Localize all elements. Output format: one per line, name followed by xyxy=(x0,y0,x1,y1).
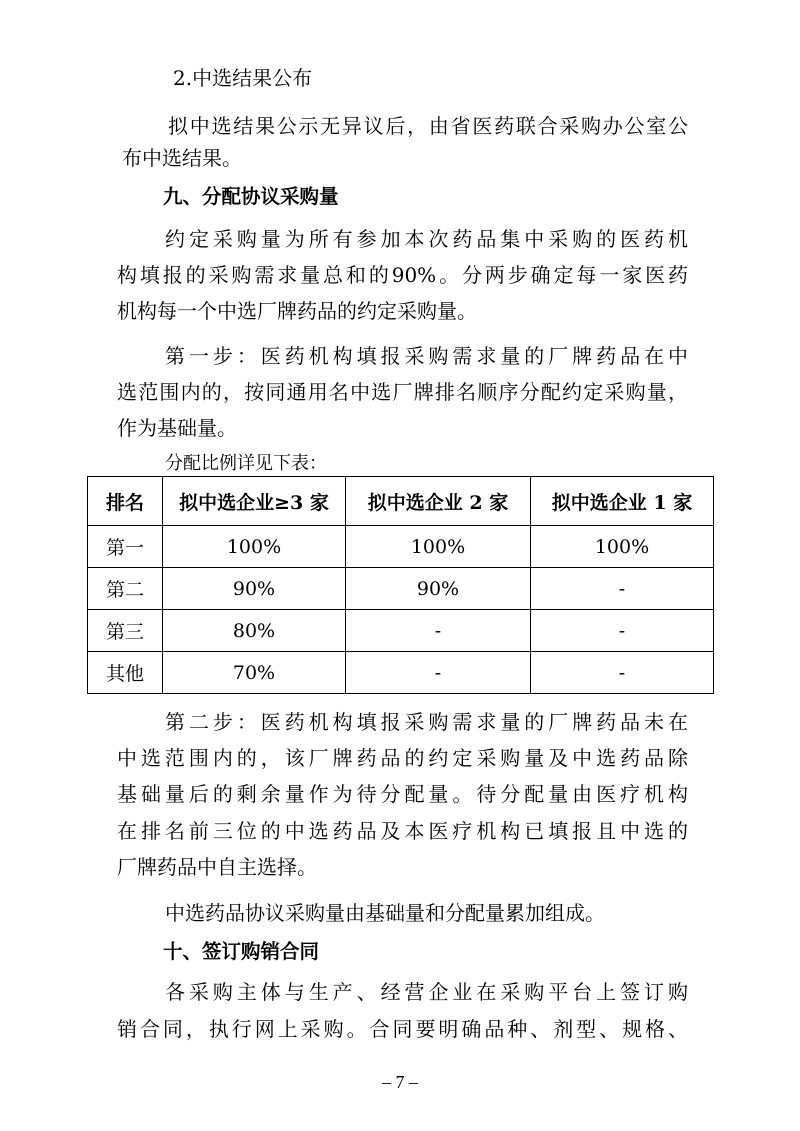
paragraph-line: 选范围内的，按同通用名中选厂牌排名顺序分配约定采购量， xyxy=(117,380,688,404)
paragraph-line: 中选药品协议采购量由基础量和分配量累加组成。 xyxy=(165,901,605,925)
paragraph-line: 作为基础量。 xyxy=(117,416,237,440)
cell: 100% xyxy=(163,526,346,568)
cell: 70% xyxy=(163,652,346,694)
paragraph-line: 布中选结果。 xyxy=(122,146,242,170)
section-9-heading: 九、分配协议采购量 xyxy=(163,185,339,208)
header-3-plus: 拟中选企业≥3 家 xyxy=(163,477,346,526)
cell: 100% xyxy=(346,526,531,568)
paragraph-line: 各采购主体与生产、经营企业在采购平台上签订购 xyxy=(165,980,688,1004)
cell: - xyxy=(531,568,714,610)
cell: - xyxy=(346,652,531,694)
paragraph-line: 在排名前三位的中选药品及本医疗机构已填报且中选的 xyxy=(117,819,688,843)
cell-rank: 第三 xyxy=(88,610,163,652)
table-row xyxy=(88,568,714,610)
cell: 80% xyxy=(163,610,346,652)
cell: 90% xyxy=(163,568,346,610)
cell: - xyxy=(531,610,714,652)
paragraph-line: 第二步：医药机构填报采购需求量的厂牌药品未在 xyxy=(165,710,688,734)
page-number: – 7 – xyxy=(382,1072,418,1092)
section-2-title: 2.中选结果公布 xyxy=(173,66,313,90)
cell: - xyxy=(346,610,531,652)
table-row xyxy=(88,652,714,694)
paragraph-line: 第一步：医药机构填报采购需求量的厂牌药品在中 xyxy=(165,344,688,368)
paragraph-line: 拟中选结果公示无异议后，由省医药联合采购办公室公 xyxy=(168,114,688,138)
table-header-row xyxy=(88,477,714,526)
cell-rank: 第二 xyxy=(88,568,163,610)
cell-rank: 第一 xyxy=(88,526,163,568)
table-row xyxy=(88,526,714,568)
cell-rank: 其他 xyxy=(88,652,163,694)
paragraph-line: 约定采购量为所有参加本次药品集中采购的医药机 xyxy=(165,227,688,251)
table-row xyxy=(88,610,714,652)
paragraph-line: 构填报的采购需求量总和的90%。分两步确定每一家医药 xyxy=(117,263,688,287)
cell: 100% xyxy=(531,526,714,568)
header-rank: 排名 xyxy=(88,477,163,526)
table-caption: 分配比例详见下表： xyxy=(165,453,327,474)
cell: 90% xyxy=(346,568,531,610)
section-10-heading: 十、签订购销合同 xyxy=(163,940,320,963)
paragraph-line: 基础量后的剩余量作为待分配量。待分配量由医疗机构 xyxy=(117,782,688,806)
distribution-ratio-table xyxy=(87,476,714,694)
paragraph-line: 机构每一个中选厂牌药品的约定采购量。 xyxy=(117,299,477,323)
paragraph-line: 销合同，执行网上采购。合同要明确品种、剂型、规格、 xyxy=(117,1017,688,1041)
paragraph-line: 厂牌药品中自主选择。 xyxy=(117,855,317,879)
header-2: 拟中选企业 2 家 xyxy=(346,477,531,526)
paragraph-line: 中选范围内的，该厂牌药品的约定采购量及中选药品除 xyxy=(117,746,688,770)
cell: - xyxy=(531,652,714,694)
header-1: 拟中选企业 1 家 xyxy=(531,477,714,526)
